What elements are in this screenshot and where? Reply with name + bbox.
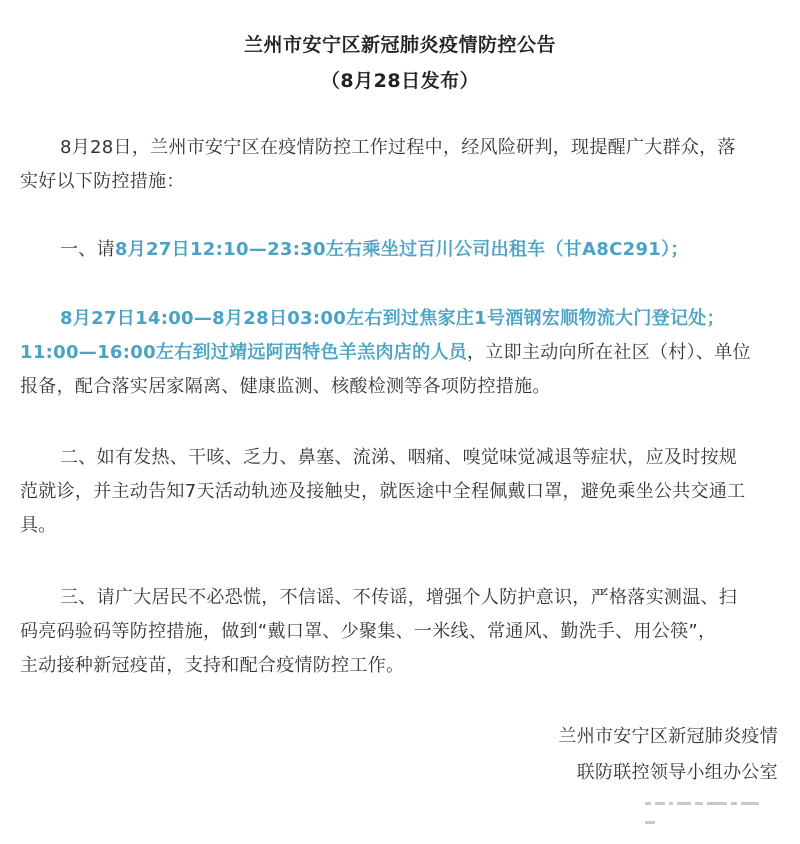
item-3-line-1: 三、请广大居民不必恐慌，不信谣、不传谣，增强个人防护意识，严格落实测温、扫 bbox=[60, 587, 738, 608]
signature-line-2: 联防联控领导小组办公室 bbox=[576, 762, 778, 783]
watermark-mark bbox=[645, 793, 775, 803]
intro-line-1: 8月28日，兰州市安宁区在疫情防控工作过程中，经风险研判，现提醒广大群众，落 bbox=[60, 137, 736, 158]
watermark-dash bbox=[707, 802, 727, 805]
item-3-line-3: 主动接种新冠疫苗，支持和配合疫情防控工作。 bbox=[20, 655, 405, 676]
intro-paragraph bbox=[20, 131, 780, 199]
watermark-dash bbox=[669, 802, 673, 805]
item-2-paragraph bbox=[20, 441, 780, 543]
watermark-dash bbox=[645, 821, 655, 824]
item-2-line-2: 范就诊，并主动告知7天活动轨迹及接触史，就医途中全程佩戴口罩，避免乘坐公共交通工 bbox=[20, 481, 746, 502]
intro-line-2: 实好以下防控措施： bbox=[20, 171, 185, 192]
item-1b-paragraph bbox=[20, 302, 780, 404]
watermark-dash bbox=[677, 802, 691, 805]
item-2-line-3: 具。 bbox=[20, 515, 57, 536]
watermark-dash bbox=[655, 802, 665, 805]
item-1b-line-2 bbox=[20, 336, 780, 370]
watermark-dash bbox=[731, 802, 737, 805]
watermark-dash bbox=[741, 802, 759, 805]
item-1-paragraph bbox=[20, 233, 780, 267]
item-1-line bbox=[20, 233, 780, 267]
watermark-dash bbox=[695, 802, 703, 805]
signature-line-1: 兰州市安宁区新冠肺炎疫情 bbox=[558, 726, 778, 747]
item-1-prefix: 一、请 bbox=[60, 239, 115, 260]
item-1b-highlight-line-1: 8月27日14:00—8月28日03:00左右到过焦家庄1号酒钢宏顺物流大门登记处； bbox=[60, 308, 725, 329]
item-2-line-1: 二、如有发热、干咳、乏力、鼻塞、流涕、咽痛、嗅觉味觉减退等症状，应及时按规 bbox=[60, 447, 738, 468]
page-title: 兰州市安宁区新冠肺炎疫情防控公告 bbox=[243, 34, 556, 56]
item-3-line-2: 码亮码验码等防控措施，做到“戴口罩、少聚集、一米线、常通风、勤洗手、用公筷”， bbox=[20, 621, 717, 642]
item-3-paragraph bbox=[20, 581, 780, 683]
item-1b-rest-line-2: ，立即主动向所在社区（村）、单位 bbox=[467, 342, 751, 363]
item-1b-line-3: 报备，配合落实居家隔离、健康监测、核酸检测等各项防控措施。 bbox=[20, 376, 551, 397]
item-1b-highlight-line-2: 11:00—16:00左右到过靖远阿西特色羊羔肉店的人员 bbox=[20, 342, 467, 363]
item-1-highlight: 8月27日12:10—23:30左右乘坐过百川公司出租车（甘A8C291）； bbox=[114, 239, 689, 260]
page-subtitle: （8月28日发布） bbox=[320, 70, 480, 92]
watermark-dash bbox=[645, 802, 651, 805]
